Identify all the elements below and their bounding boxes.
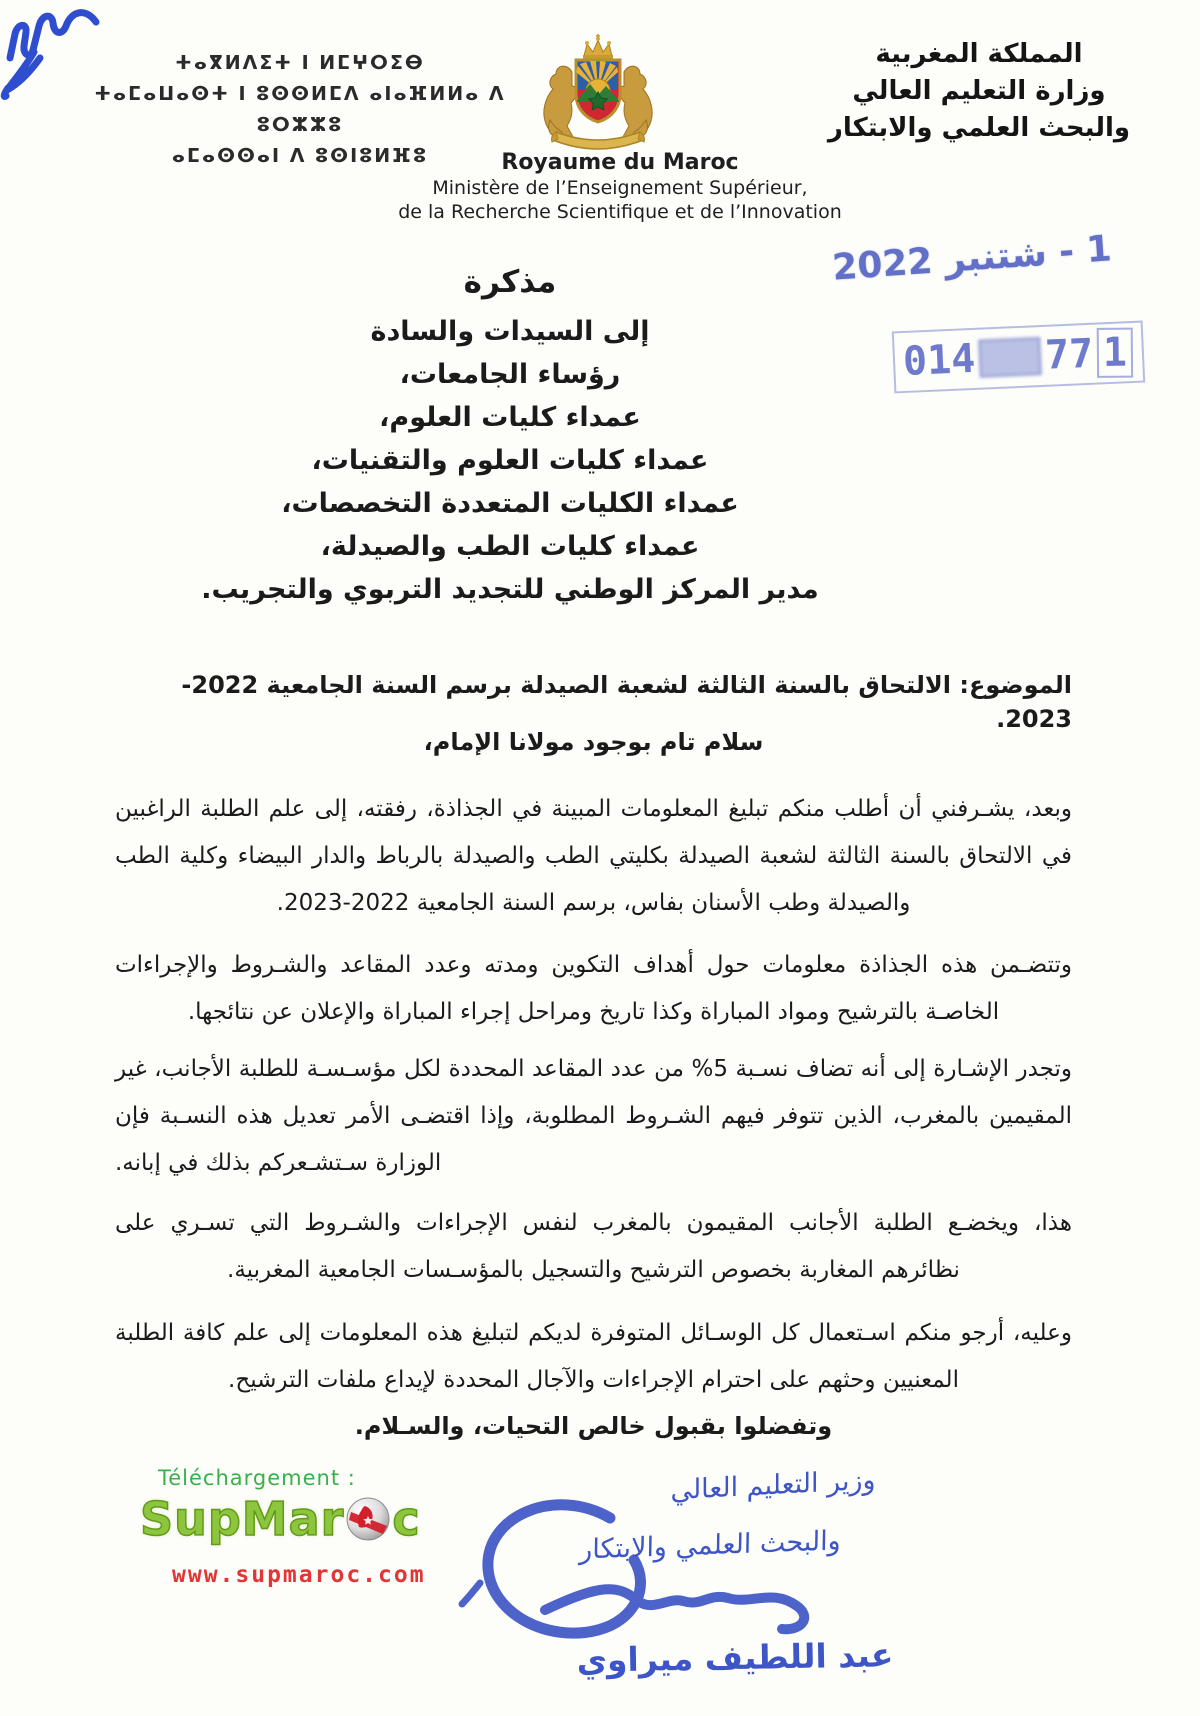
ministry-arabic-line: المملكة المغربية xyxy=(875,39,1083,69)
french-header xyxy=(330,150,910,224)
recipient-line: عمداء الكليات المتعددة التخصصات، xyxy=(281,488,739,519)
recipient-line: عمداء كليات العلوم والتقنيات، xyxy=(311,445,709,476)
french-line-ministry: Ministère de l’Enseignement Supérieur, xyxy=(432,177,808,199)
signature-title-line-1: وزير التعليم العالي xyxy=(670,1464,876,1507)
recipient-line: عمداء كليات الطب والصيدلة، xyxy=(320,531,700,562)
french-line-kingdom: Royaume du Maroc xyxy=(501,150,739,175)
coat-of-arms xyxy=(538,32,658,160)
shield xyxy=(576,60,620,122)
date-stamp: 1 - شتنبر 2022 xyxy=(831,228,1113,289)
salutation-line: سلام تام بوجود مولانا الإمام، xyxy=(423,728,764,756)
website-url: www.supmaroc.com xyxy=(172,1562,426,1588)
tifinagh-line: ⵜⴰⵎⴰⵡⴰⵙⵜ ⵏ ⵓⵙⵙⵍⵎⴷ ⴰⵏⴰⴼⵍⵍⴰ ⴷ ⵓⵔⵣⵣⵓ xyxy=(94,83,506,136)
subject-line: الموضوع: الالتحاق بالسنة الثالثة لشعبة الصيدلة برسم السنة الجامعية 2022-2023. xyxy=(181,671,1072,733)
closing-line: وتفضلوا بقبول خالص التحيات، والسـلام. xyxy=(354,1412,833,1440)
recipient-line: عمداء كليات العلوم، xyxy=(379,402,641,433)
ministry-arabic-header xyxy=(788,36,1170,147)
crown-icon xyxy=(583,34,613,59)
registry-number-stamp xyxy=(892,321,1145,394)
registry-stamp-digits: 1 xyxy=(1097,328,1134,378)
registry-stamp-digits: 77 xyxy=(1044,330,1095,379)
motto-banner xyxy=(552,132,645,149)
tifinagh-line: ⴰⵎⴰⵙⵙⴰⵏ ⴷ ⵓⵙⵏⵓⵍⴼⵓ xyxy=(171,145,429,167)
stamp-smudge xyxy=(978,337,1042,378)
memo-heading xyxy=(130,262,890,611)
recipient-line: رؤساء الجامعات، xyxy=(399,359,621,390)
recipient-line: إلى السيدات والسادة xyxy=(370,316,650,347)
globe-icon xyxy=(345,1496,391,1542)
body-paragraph-3: وتجدر الإشـارة إلى أنه تضاف نسـبة 5% من عدد المقاعد المحددة لكل مؤسـسـة للطلبة الأجانب، غير المقيمين بالمغرب، الذين تتوفر فيهم الشـروط المطلوبة، وإذا اقتضـى الأمر تعديل هذه النسـبة فإن الوزارة سـتشـعركم بذلك في إبانه. xyxy=(115,1056,1072,1176)
signatory-name: عبد اللطيف ميراوي xyxy=(576,1635,894,1680)
tifinagh-line: ⵜⴰⴳⵍⴷⵉⵜ ⵏ ⵍⵎⵖⵔⵉⴱ xyxy=(175,52,425,74)
body-paragraph-4: هذا، ويخضـع الطلبة الأجانب المقيمون بالمغرب لنفس الإجراءات والشـروط التي تسـري على نظائرهم المغاربة بخصوص الترشيح والتسجيل بالمؤسـسات الجامعية المغربية. xyxy=(115,1210,1072,1283)
supmaroc-logo-text-right: c xyxy=(392,1492,421,1546)
body-paragraph-5: وعليه، أرجو منكم اسـتعمال كل الوسـائل المتوفرة لديكم لتبليغ هذه المعلومات إلى علم كافة الطلبة المعنيين وحثهم على احترام الإجراءات والآجال المحددة لإيداع ملفات الترشيح. xyxy=(115,1320,1072,1393)
recipient-line: مدير المركز الوطني للتجديد التربوي والتجريب. xyxy=(201,574,819,605)
supmaroc-logo-text-left: SupMar xyxy=(140,1492,345,1546)
body-paragraph-2: وتتضـمن هذه الجذاذة معلومات حول أهداف التكوين ومدته وعدد المقاعد والشـروط والإجراءات الخاصـة بالترشيح ومواد المباراة وكذا تاريخ ومراحل إجراء المباراة والإعلان عن نتائجها. xyxy=(115,952,1072,1025)
french-line-ministry2: de la Recherche Scientifique et de l’Innovation xyxy=(398,201,842,223)
registry-stamp-digits: 014 xyxy=(902,335,977,386)
supmaroc-logo xyxy=(140,1492,421,1546)
body-paragraph-1: وبعد، يشـرفني أن أطلب منكم تبليغ المعلومات المبينة في الجذاذة، رفقته، إلى علم الطلبة الراغبين في الالتحاق بالسنة الثالثة لشعبة الصيدلة بكليتي الطب والصيدلة بالرباط والدار البيضاء وكلية الطب والصيدلة وطب الأسنان بفاس، برسم السنة الجامعية 2022-2023. xyxy=(115,796,1072,916)
ministry-arabic-line: والبحث العلمي والابتكار xyxy=(827,113,1131,143)
download-label: Téléchargement : xyxy=(158,1466,356,1490)
signature-title-line-2: والبحث العلمي والابتكار xyxy=(578,1525,841,1566)
memo-title: مذكرة xyxy=(463,264,557,300)
ministry-arabic-line: وزارة التعليم العالي xyxy=(852,76,1106,106)
